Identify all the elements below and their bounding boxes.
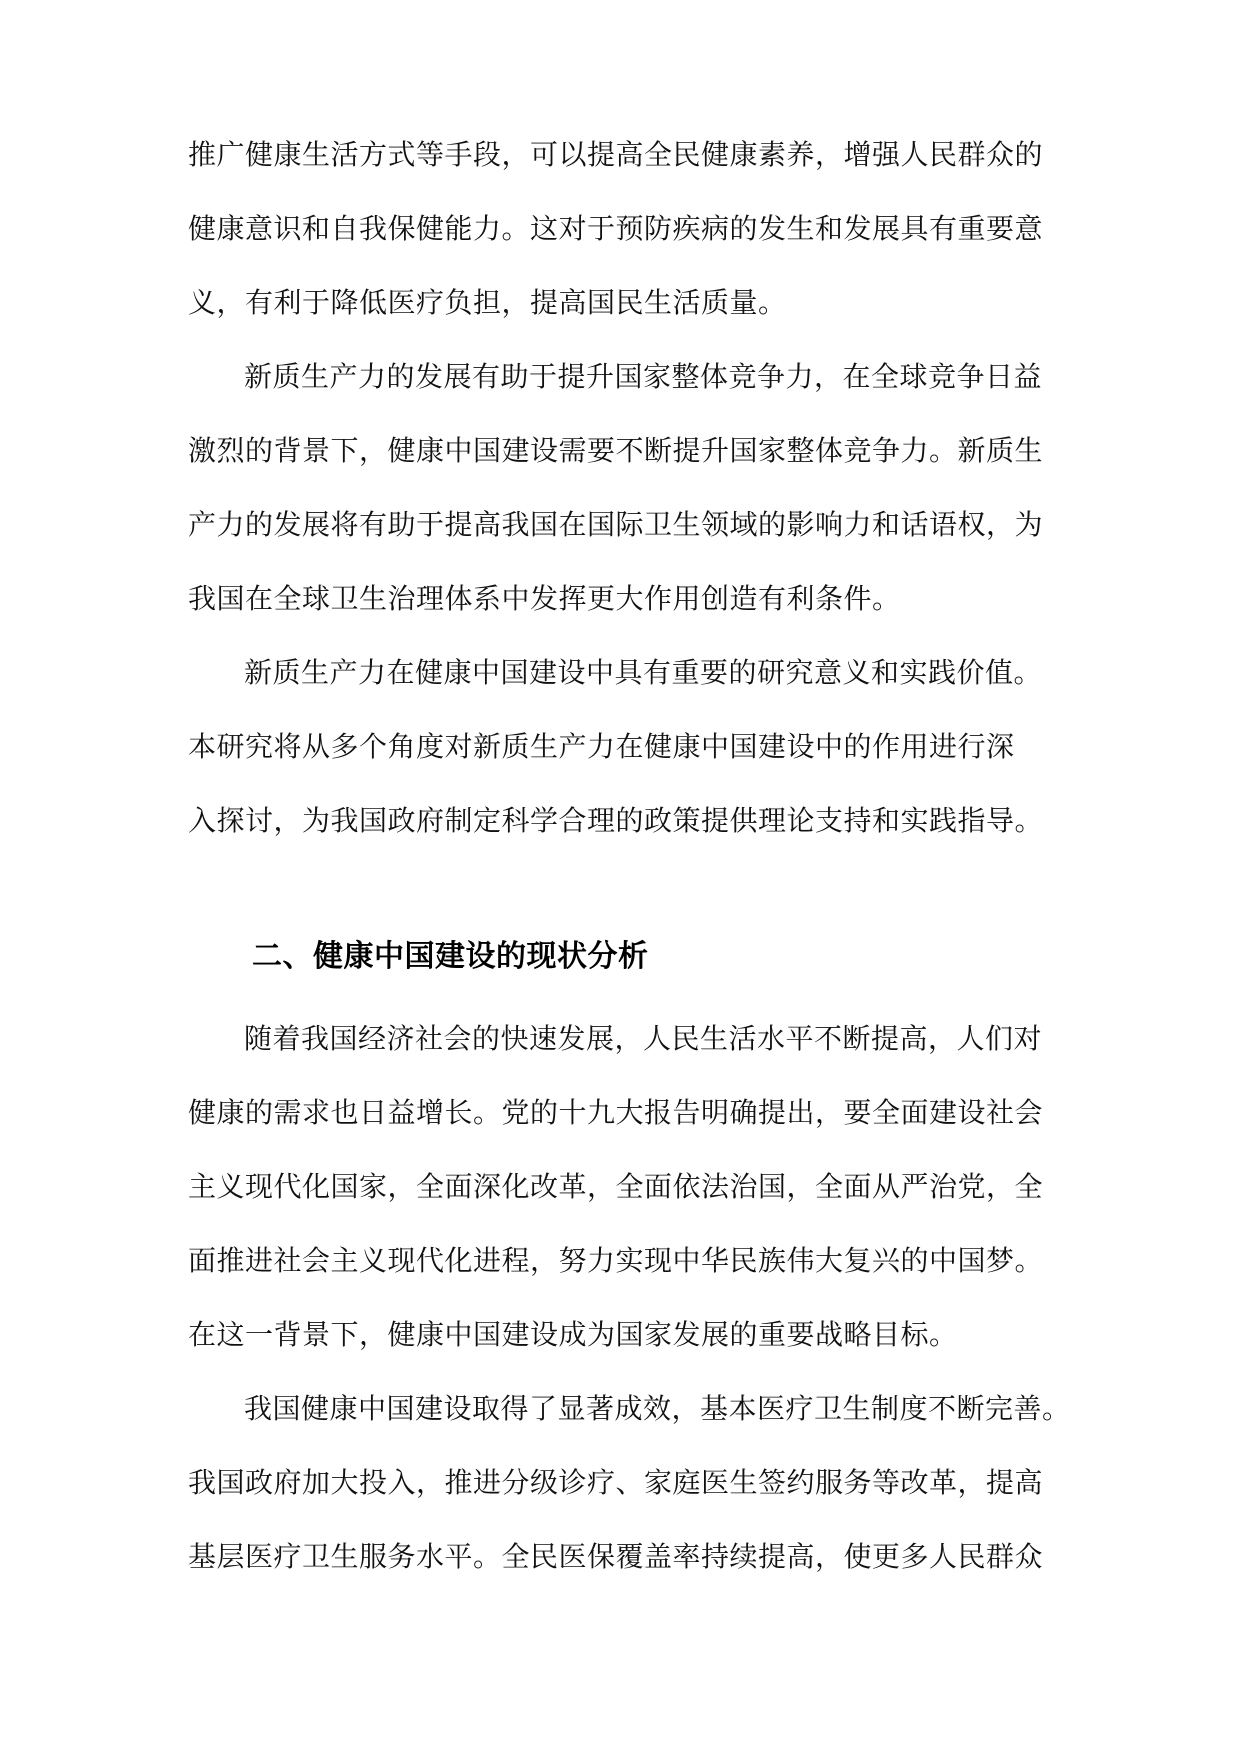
section-paragraph-2-line-2: 我国政府加大投入，推进分级诊疗、家庭医生签约服务等改革，提高 [188, 1466, 1044, 1499]
paragraph-1-line-3: 义，有利于降低医疗负担，提高国民生活质量。 [188, 286, 787, 319]
section-paragraph-2-line-1: 我国健康中国建设取得了显著成效，基本医疗卫生制度不断完善。 [244, 1392, 1071, 1425]
paragraph-2-line-1: 新质生产力的发展有助于提升国家整体竞争力，在全球竞争日益 [244, 360, 1043, 393]
paragraph-2-line-3: 产力的发展将有助于提高我国在国际卫生领域的影响力和话语权，为 [188, 508, 1044, 541]
section-heading: 二、健康中国建设的现状分析 [252, 939, 649, 974]
section-paragraph-1-line-1: 随着我国经济社会的快速发展，人民生活水平不断提高，人们对 [244, 1022, 1043, 1055]
section-paragraph-1-line-5: 在这一背景下，健康中国建设成为国家发展的重要战略目标。 [188, 1318, 958, 1351]
section-paragraph-1-line-2: 健康的需求也日益增长。党的十九大报告明确提出，要全面建设社会 [188, 1096, 1044, 1129]
paragraph-3-line-3: 入探讨，为我国政府制定科学合理的政策提供理论支持和实践指导。 [188, 804, 1044, 837]
paragraph-1-line-1: 推广健康生活方式等手段，可以提高全民健康素养，增强人民群众的 [188, 138, 1044, 171]
paragraph-2-line-2: 激烈的背景下，健康中国建设需要不断提升国家整体竞争力。新质生 [188, 434, 1044, 467]
paragraph-2-line-4: 我国在全球卫生治理体系中发挥更大作用创造有利条件。 [188, 582, 901, 615]
paragraph-1-line-2: 健康意识和自我保健能力。这对于预防疾病的发生和发展具有重要意 [188, 212, 1044, 245]
section-paragraph-1-line-3: 主义现代化国家，全面深化改革，全面依法治国，全面从严治党，全 [188, 1170, 1044, 1203]
paragraph-3-line-2: 本研究将从多个角度对新质生产力在健康中国建设中的作用进行深 [188, 730, 1015, 763]
paragraph-3-line-1: 新质生产力在健康中国建设中具有重要的研究意义和实践价值。 [244, 656, 1043, 689]
section-paragraph-2-line-3: 基层医疗卫生服务水平。全民医保覆盖率持续提高，使更多人民群众 [188, 1540, 1044, 1573]
section-paragraph-1-line-4: 面推进社会主义现代化进程，努力实现中华民族伟大复兴的中国梦。 [188, 1244, 1044, 1277]
